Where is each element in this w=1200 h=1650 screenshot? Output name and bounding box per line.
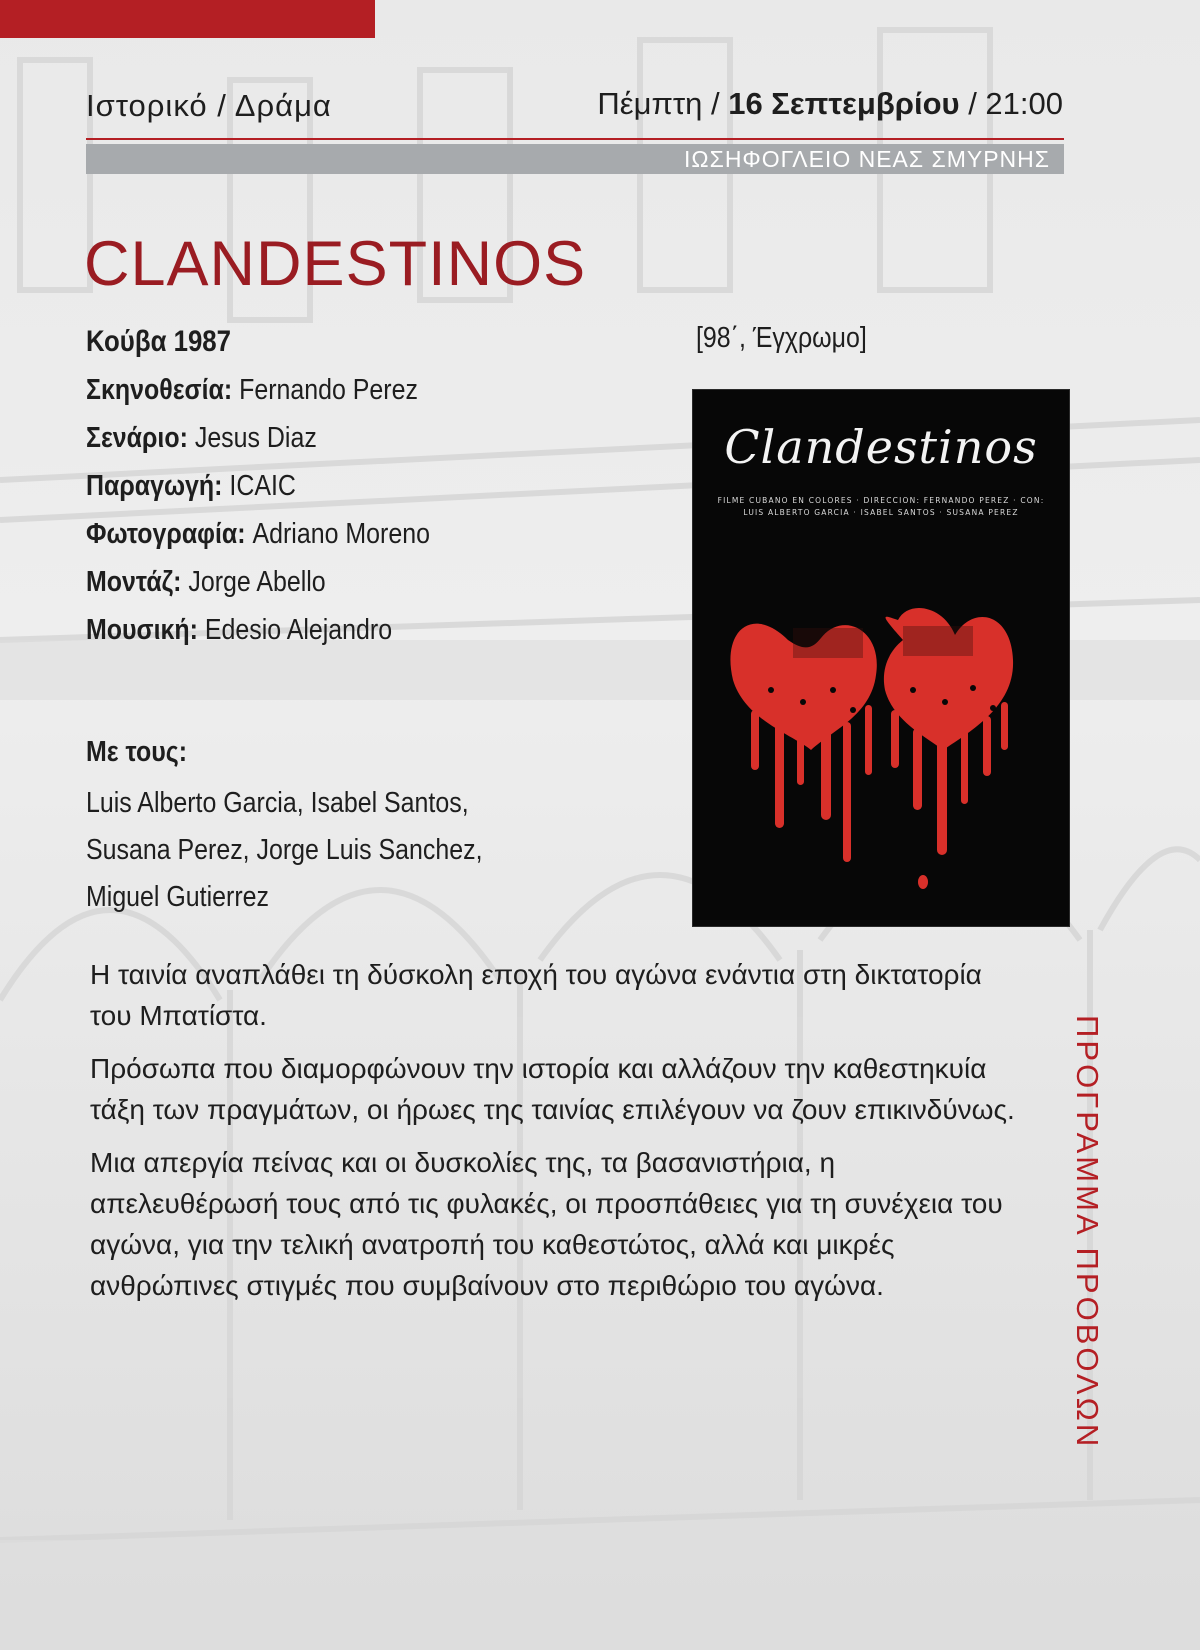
credit-row — [86, 462, 430, 510]
film-origin: Κούβα 1987 — [86, 325, 231, 358]
credit-label: Σκηνοθεσία: — [86, 374, 233, 406]
credit-value: Jorge Abello — [188, 566, 326, 598]
top-accent-bar — [0, 0, 375, 38]
credits-block — [86, 318, 430, 654]
credit-label: Φωτογραφία: — [86, 518, 246, 550]
credit-value: Jesus Diaz — [194, 422, 317, 454]
synopsis-paragraph: Μια απεργία πείνας και οι δυσκολίες της, τα βασανιστήρια, η απελευθέρωσή τους από τις φυλακές, οι προσπάθειες για τη συνέχεια του αγώνα, για την τελική ανατροπή του καθεστώτος, αλλά και μικρές ανθρώπινες στιγμές που συμβαίνουν στο περιθώριο του αγώνα. — [90, 1147, 1003, 1301]
credit-value: Adriano Moreno — [252, 518, 430, 550]
cast-line: Luis Alberto Garcia, Isabel Santos, — [86, 787, 469, 819]
credit-value: Fernando Perez — [239, 374, 418, 406]
bleeding-hearts-illustration — [693, 390, 1069, 926]
poster-credits-line: FILME CUBANO EN COLORES · DIRECCION: FERNANDO PEREZ · CON: — [717, 496, 1045, 505]
credit-value: ICAIC — [229, 470, 296, 502]
synopsis-paragraph: Πρόσωπα που διαμορφώνουν την ιστορία και αλλάζουν την καθεστηκυία τάξη των πραγμάτων, οι ήρωες της ταινίας επιλέγουν να ζουν επικινδύνως. — [90, 1053, 1015, 1125]
cast-line: Miguel Gutierrez — [86, 881, 269, 913]
venue-band — [86, 144, 1064, 174]
credit-label: Μουσική: — [86, 614, 198, 646]
credit-row — [86, 606, 430, 654]
separator: / — [710, 86, 729, 121]
separator: / — [968, 86, 986, 121]
screening-schedule — [597, 86, 1063, 122]
synopsis-paragraph: Η ταινία αναπλάθει τη δύσκολη εποχή του αγώνα ενάντια στη δικτατορία του Μπατίστα. — [90, 959, 982, 1031]
credit-label: Παραγωγή: — [86, 470, 223, 502]
side-label: ΠΡΟΓΡΑΜΜΑ ΠΡΟΒΟΛΩΝ — [1070, 1015, 1105, 1450]
screening-day: Πέμπτη — [597, 86, 703, 121]
credit-value: Edesio Alejandro — [204, 614, 393, 646]
credit-row — [86, 366, 430, 414]
screening-time: 21:00 — [985, 86, 1063, 121]
poster-title: Clandestinos — [724, 420, 1038, 474]
side-label-container — [1052, 1015, 1122, 1575]
credit-row — [86, 414, 430, 462]
film-title: CLANDESTINOS — [84, 229, 587, 299]
cast-list — [86, 780, 533, 921]
poster-credits-line: LUIS ALBERTO GARCIA · ISABEL SANTOS · SUSANA PEREZ — [743, 508, 1019, 517]
runtime-info: [98΄, Έγχρωμο] — [696, 322, 867, 354]
credit-label: Σενάριο: — [86, 422, 188, 454]
credit-row — [86, 510, 430, 558]
synopsis — [90, 954, 1020, 1318]
header-rule — [86, 138, 1064, 140]
venue-name: ΙΩΣΗΦΟΓΛΕΙΟ ΝΕΑΣ ΣΜΥΡΝΗΣ — [684, 146, 1050, 172]
cast-line: Susana Perez, Jorge Luis Sanchez, — [86, 834, 483, 866]
film-poster — [693, 390, 1069, 926]
credit-row — [86, 558, 430, 606]
cast-label: Με τους: — [86, 736, 188, 768]
credit-label: Μοντάζ: — [86, 566, 182, 598]
screening-date: 16 Σεπτεμβρίου — [728, 86, 960, 121]
genre-label: Ιστορικό / Δράμα — [86, 88, 332, 123]
